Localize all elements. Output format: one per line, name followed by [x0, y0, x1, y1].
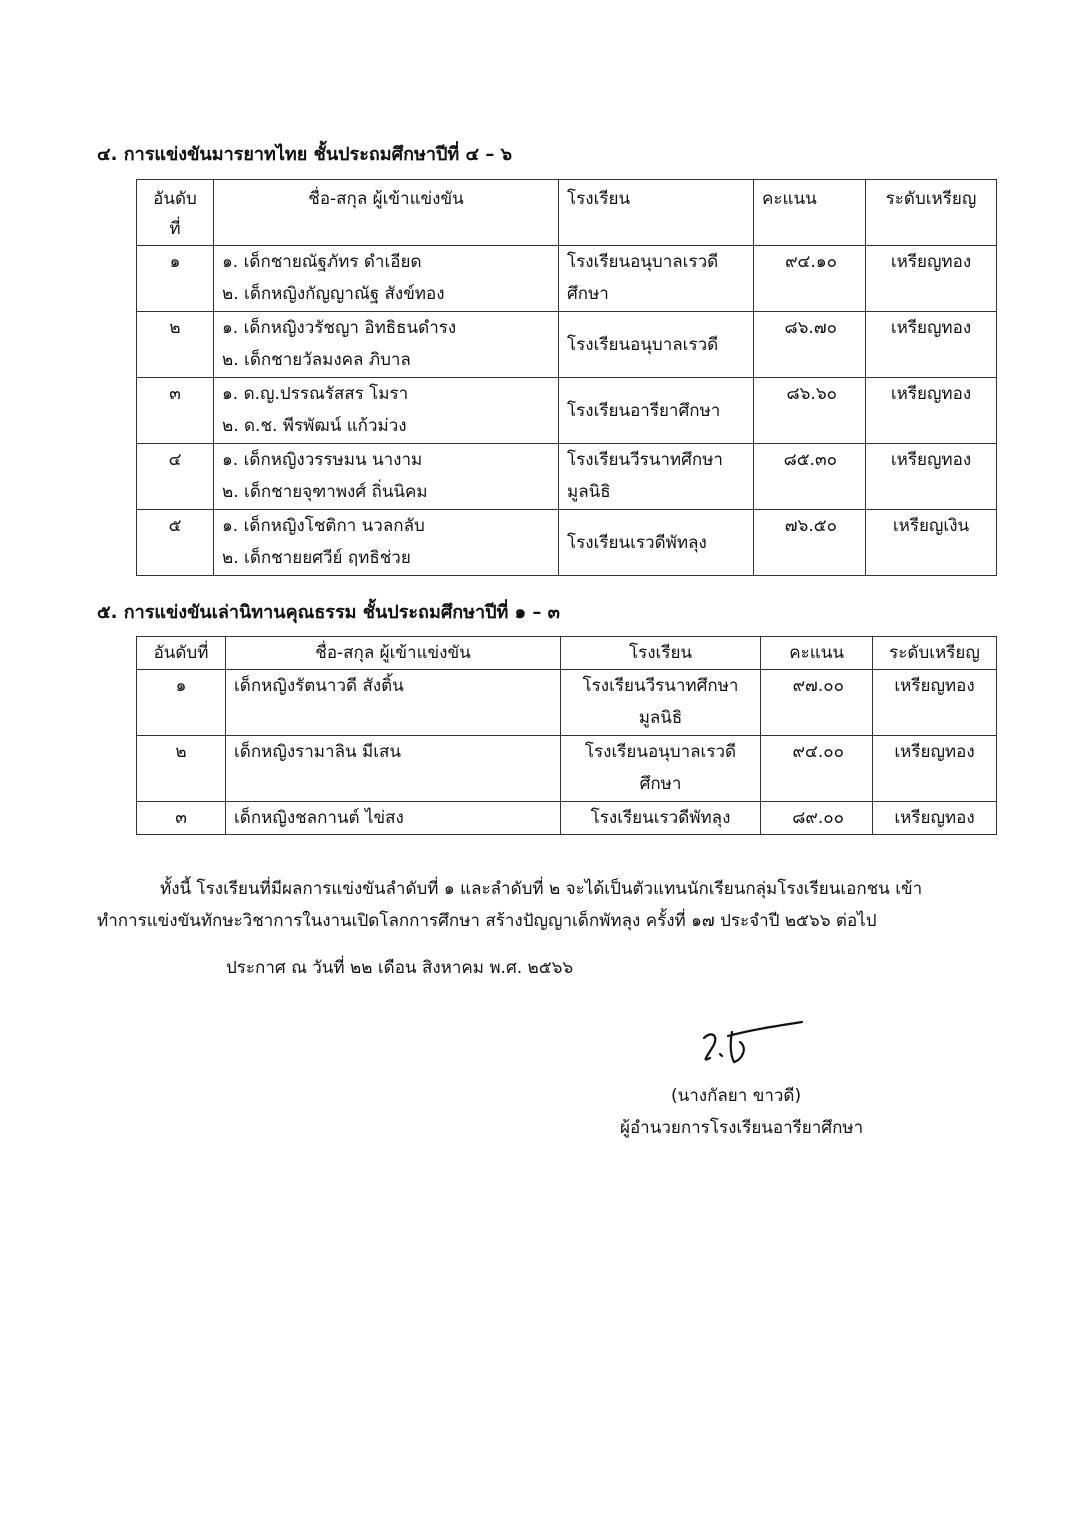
rank-cell: ๒ — [137, 312, 214, 378]
name-cell: เด็กหญิงรัตนาวดี สังติ้น — [226, 670, 561, 736]
section-5-heading: ๕. การแข่งขันเล่านิทานคุณธรรม ชั้นประถมศึกษาปีที่ ๑ – ๓ — [97, 602, 560, 623]
medal-cell: เหรียญทอง — [873, 802, 997, 835]
table-row — [137, 670, 997, 736]
name-cell: ๑. เด็กหญิงวรัชญา อิทธิธนดำรง ๒. เด็กชายวัลมงคล ภิบาล — [214, 312, 559, 378]
signatory-name: (นางกัลยา ขาวดี) — [671, 1086, 802, 1106]
medal-cell: เหรียญทอง — [866, 378, 997, 444]
table-row — [137, 802, 997, 835]
name-cell: ๑. ด.ญ.ปรรณรัสสร โมรา ๒. ด.ช. พีรพัฒน์ แก้วม่วง — [214, 378, 559, 444]
table-row — [137, 312, 997, 378]
school-cell: โรงเรียนเรวดีพัทลุง — [561, 802, 761, 835]
rank-cell: ๒ — [137, 736, 226, 802]
rank-cell: ๔ — [137, 444, 214, 510]
column-header-rank: อันดับ ที่ — [137, 180, 214, 246]
medal-cell: เหรียญทอง — [873, 736, 997, 802]
score-cell: ๘๖.๗๐ — [754, 312, 866, 378]
score-cell: ๘๕.๓๐ — [754, 444, 866, 510]
score-cell: ๙๔.๐๐ — [761, 736, 873, 802]
medal-cell: เหรียญทอง — [873, 670, 997, 736]
column-header-score: คะแนน — [761, 637, 873, 670]
name-cell: เด็กหญิงชลกานต์ ไข่สง — [226, 802, 561, 835]
rank-cell: ๓ — [137, 378, 214, 444]
section-4-heading: ๔. การแข่งขันมารยาทไทย ชั้นประถมศึกษาปีที่ ๔ – ๖ — [97, 144, 513, 165]
table-row — [137, 246, 997, 312]
table-header-row — [137, 180, 997, 246]
column-header-medal: ระดับเหรียญ — [866, 180, 997, 246]
rank-cell: ๓ — [137, 802, 226, 835]
score-cell: ๘๖.๖๐ — [754, 378, 866, 444]
school-cell: โรงเรียนวีรนาทศึกษา มูลนิธิ — [561, 670, 761, 736]
school-cell: โรงเรียนอนุบาลเรวดี — [559, 312, 754, 378]
school-cell: โรงเรียนวีรนาทศึกษา มูลนิธิ — [559, 444, 754, 510]
score-cell: ๙๔.๑๐ — [754, 246, 866, 312]
table-row — [137, 378, 997, 444]
medal-cell: เหรียญทอง — [866, 444, 997, 510]
rank-cell: ๑ — [137, 246, 214, 312]
column-header-name: ชื่อ-สกุล ผู้เข้าแข่งขัน — [226, 637, 561, 670]
results-table-section-5 — [136, 636, 997, 835]
name-cell: เด็กหญิงรามาลิน มีเสน — [226, 736, 561, 802]
results-table-section-4 — [136, 179, 997, 576]
medal-cell: เหรียญทอง — [866, 246, 997, 312]
column-header-school: โรงเรียน — [559, 180, 754, 246]
name-cell: ๑. เด็กชายณัฐภัทร ดำเอียด ๒. เด็กหญิงกัญญาณัฐ สังข์ทอง — [214, 246, 559, 312]
closing-paragraph-line-2: ทำการแข่งขันทักษะวิชาการในงานเปิดโลกการศึกษา สร้างปัญญาเด็กพัทลุง ครั้งที่ ๑๗ ประจำปี ๒๕๖๖ ต่อไป — [97, 911, 877, 931]
column-header-score: คะแนน — [754, 180, 866, 246]
school-cell: โรงเรียนเรวดีพัทลุง — [559, 510, 754, 576]
school-cell: โรงเรียนอนุบาลเรวดี ศึกษา — [561, 736, 761, 802]
school-cell: โรงเรียนอนุบาลเรวดี ศึกษา — [559, 246, 754, 312]
rank-cell: ๑ — [137, 670, 226, 736]
score-cell: ๗๖.๕๐ — [754, 510, 866, 576]
score-cell: ๙๗.๐๐ — [761, 670, 873, 736]
table-header-row — [137, 637, 997, 670]
signature-image — [690, 1018, 810, 1074]
column-header-school: โรงเรียน — [561, 637, 761, 670]
closing-paragraph-line-1: ทั้งนี้ โรงเรียนที่มีผลการแข่งขันลำดับที่ ๑ และลำดับที่ ๒ จะได้เป็นตัวแทนนักเรียนกลุ่มโรงเรียนเอกชน เข้า — [160, 879, 923, 899]
medal-cell: เหรียญเงิน — [866, 510, 997, 576]
table-row — [137, 736, 997, 802]
table-row — [137, 510, 997, 576]
score-cell: ๘๙.๐๐ — [761, 802, 873, 835]
name-cell: ๑. เด็กหญิงวรรษมน นางาม ๒. เด็กชายจุฑาพงศ์ ถิ่นนิคม — [214, 444, 559, 510]
signatory-position: ผู้อำนวยการโรงเรียนอารียาศึกษา — [620, 1118, 864, 1138]
column-header-name: ชื่อ-สกุล ผู้เข้าแข่งขัน — [214, 180, 559, 246]
rank-cell: ๕ — [137, 510, 214, 576]
school-cell: โรงเรียนอารียาศึกษา — [559, 378, 754, 444]
name-cell: ๑. เด็กหญิงโชติกา นวลกลับ ๒. เด็กชายยศวีย์ ฤทธิช่วย — [214, 510, 559, 576]
medal-cell: เหรียญทอง — [866, 312, 997, 378]
column-header-rank: อันดับที่ — [137, 637, 226, 670]
table-row — [137, 444, 997, 510]
column-header-medal: ระดับเหรียญ — [873, 637, 997, 670]
announcement-date: ประกาศ ณ วันที่ ๒๒ เดือน สิงหาคม พ.ศ. ๒๕๖๖ — [226, 958, 574, 978]
